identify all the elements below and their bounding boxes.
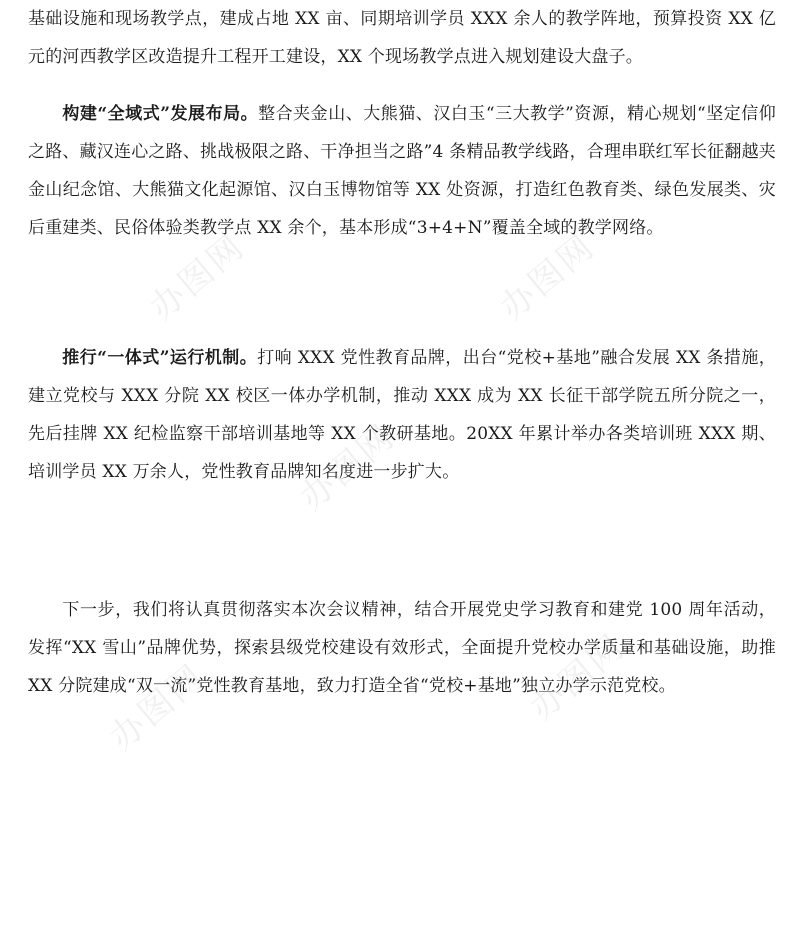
- paragraph-heading: 构建“全域式”发展布局。: [62, 104, 259, 124]
- watermark: 办图网: [102, 656, 214, 759]
- watermark: 办图网: [292, 416, 404, 519]
- watermark: 办图网: [492, 226, 604, 329]
- paragraph-text: 基础设施和现场教学点，建成占地 XX 亩、同期培训学员 XXX 余人的教学阵地，预算投资 XX 亿元的河西教学区改造提升工程开工建设，XX 个现场教学点进入规划建设大盘子。: [28, 9, 776, 67]
- paragraph-layout: [28, 95, 776, 247]
- paragraph-heading: 推行“一体式”运行机制。: [62, 348, 258, 368]
- paragraph-text: 下一步，我们将认真贯彻落实本次会议精神，结合开展党史学习教育和建党 100 周年活动，发挥“XX 雪山”品牌优势，探索县级党校建设有效形式，全面提升党校办学质量和基础设施，助推 XX 分院建成“双一流”党性教育基地，致力打造全省“党校+基地”独立办学示范党校。: [28, 600, 776, 696]
- paragraph-text: 整合夹金山、大熊猫、汉白玉“三大教学”资源，精心规划“坚定信仰之路、藏汉连心之路、挑战极限之路、干净担当之路”4 条精品教学线路，合理串联红军长征翻越夹金山纪念馆、大熊猫文化起源馆、汉白玉博物馆等 XX 处资源，打造红色教育类、绿色发展类、灾后重建类、民俗体验类教学点 XX 余个，基本形成“3+4+N”覆盖全域的教学网络。: [28, 104, 776, 238]
- watermark: 办图网: [522, 626, 634, 729]
- paragraph-mechanism: [28, 339, 776, 491]
- paragraph-text: 打响 XXX 党性教育品牌，出台“党校+基地”融合发展 XX 条措施，建立党校与 XXX 分院 XX 校区一体办学机制，推动 XXX 成为 XX 长征干部学院五所分院之一，先后挂牌 XX 纪检监察干部培训基地等 XX 个教研基地。20XX 年累计举办各类培训班 XXX 期、培训学员 XX 万余人，党性教育品牌知名度进一步扩大。: [28, 348, 776, 482]
- paragraph-infrastructure: [28, 0, 776, 76]
- watermark: 办图网: [142, 226, 254, 329]
